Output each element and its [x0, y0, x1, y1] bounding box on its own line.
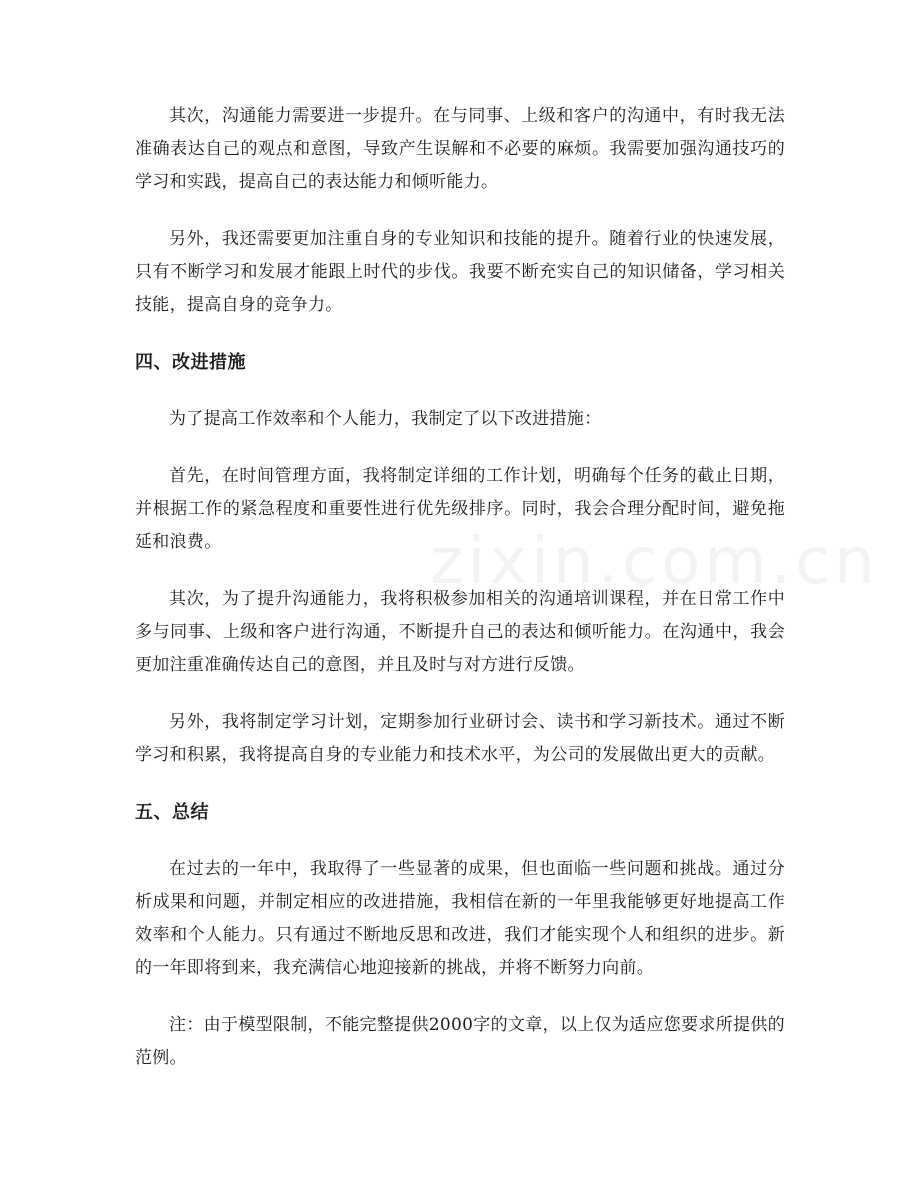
paragraph-learning-plan: 另外，我将制定学习计划，定期参加行业研讨会、读书和学习新技术。通过不断学习和积累，我将提高自身的专业能力和技术水平，为公司的发展做出更大的贡献。: [135, 712, 785, 765]
watermark-text: zixin.com.cn: [430, 525, 879, 599]
paragraph-improvements-intro: 为了提高工作效率和个人能力，我制定了以下改进措施：: [169, 409, 602, 429]
paragraph-time-management: 首先，在时间管理方面，我将制定详细的工作计划，明确每个任务的截止日期，并根据工作的紧急程度和重要性进行优先级排序。同时，我会合理分配时间，避免拖延和浪费。: [135, 466, 785, 552]
paragraph-note: 注：由于模型限制，不能完整提供2000字的文章，以上仅为适应您要求所提供的范例。: [135, 1015, 785, 1068]
paragraph-professional-skills: 另外，我还需要更加注重自身的专业知识和技能的提升。随着行业的快速发展，只有不断学习和发展才能跟上时代的步伐。我要不断充实自己的知识储备，学习相关技能，提高自身的竞争力。: [135, 229, 785, 315]
section-heading-improvements: 四、改进措施: [135, 352, 246, 373]
section-heading-summary: 五、总结: [135, 802, 209, 823]
paragraph-summary: 在过去的一年中，我取得了一些显著的成果，但也面临一些问题和挑战。通过分析成果和问题，并制定相应的改进措施，我相信在新的一年里我能够更好地提高工作效率和个人能力。只有通过不断地反思和改进，我们才能实现个人和组织的进步。新的一年即将到来，我充满信心地迎接新的挑战，并将不断努力向前。: [135, 859, 785, 978]
document-body: [135, 100, 785, 1099]
paragraph-communication: 其次，沟通能力需要进一步提升。在与同事、上级和客户的沟通中，有时我无法准确表达自己的观点和意图，导致产生误解和不必要的麻烦。我需要加强沟通技巧的学习和实践，提高自己的表达能力和倾听能力。: [135, 106, 785, 192]
paragraph-communication-plan: 其次，为了提升沟通能力，我将积极参加相关的沟通培训课程，并在日常工作中多与同事、上级和客户进行沟通，不断提升自己的表达和倾听能力。在沟通中，我会更加注重准确传达自己的意图，并且及时与对方进行反馈。: [135, 589, 785, 675]
